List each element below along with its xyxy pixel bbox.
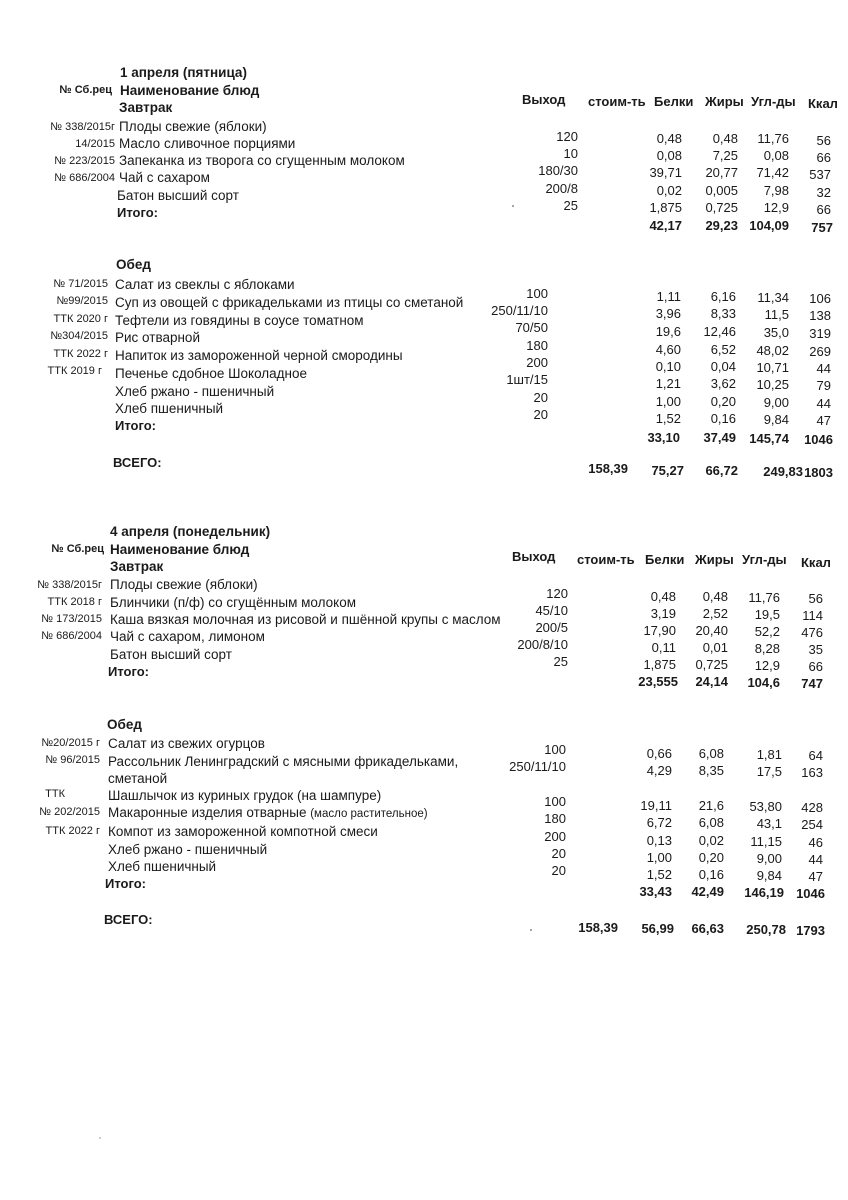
recipe-code: № 223/2015 xyxy=(54,155,115,167)
kcal-total: 757 xyxy=(811,220,833,235)
output-value: 250/11/10 xyxy=(491,303,548,318)
protein-value: 0,11 xyxy=(651,640,676,655)
protein-value: 19,11 xyxy=(640,798,672,813)
dish-name: Компот из замороженной компотной смеси xyxy=(108,824,378,839)
dish-name: Каша вязкая молочная из рисовой и пшённой крупы с маслом xyxy=(110,612,501,627)
output-value: 25 xyxy=(563,198,578,213)
output-value: 10 xyxy=(563,146,578,161)
cost-total: 158,39 xyxy=(578,920,618,935)
dish-name: Хлеб пшеничный xyxy=(115,401,224,416)
fat-value: 20,77 xyxy=(705,165,738,180)
dish-name-continued: сметаной xyxy=(108,771,168,786)
carbs-value: 8,28 xyxy=(754,641,780,656)
protein-value: 0,66 xyxy=(646,746,672,761)
protein-value: 1,21 xyxy=(655,376,681,391)
protein-value: 0,48 xyxy=(650,589,676,604)
carbs-total: 145,74 xyxy=(749,431,789,446)
kcal-total: 1046 xyxy=(804,432,833,447)
dish-name: Хлеб ржано - пшеничный xyxy=(115,384,275,399)
recipe-code: № 96/2015 xyxy=(45,754,100,766)
fat-value: 0,01 xyxy=(702,640,728,655)
protein-value: 1,00 xyxy=(655,394,681,409)
protein-value: 6,72 xyxy=(646,815,672,830)
fat-value: 0,005 xyxy=(705,183,738,198)
protein-value: 17,90 xyxy=(643,623,676,638)
recipe-code: № 686/2004 xyxy=(41,630,102,642)
output-value: 200 xyxy=(526,355,548,370)
col-carbs-header: Угл-ды xyxy=(751,94,796,109)
recipe-code: №99/2015 xyxy=(56,295,108,307)
kcal-value: 64 xyxy=(808,748,823,763)
carbs-value: 19,5 xyxy=(754,607,780,622)
kcal-value: 537 xyxy=(809,167,831,182)
day-date: 4 апреля (понедельник) xyxy=(110,524,271,539)
kcal-value: 56 xyxy=(816,133,831,148)
protein-value: 0,02 xyxy=(656,183,682,198)
fat-total: 29,23 xyxy=(705,218,738,233)
kcal-value: 47 xyxy=(808,869,823,884)
fat-value: 6,52 xyxy=(710,342,736,357)
fat-value: 0,02 xyxy=(698,833,724,848)
carbs-value: 11,76 xyxy=(748,590,780,605)
fat-value: 0,725 xyxy=(705,200,738,215)
output-value: 200/8 xyxy=(545,181,578,196)
kcal-value: 35 xyxy=(808,642,823,657)
output-value: 70/50 xyxy=(515,320,548,335)
recipe-code: № 686/2004 xyxy=(54,172,115,184)
dish-name-note: (масло растительное) xyxy=(310,808,428,820)
recipe-code: ТТК 2020 г xyxy=(53,313,108,325)
fat-value: 21,6 xyxy=(698,798,724,813)
col-code-header: № Сб.рец xyxy=(51,543,104,555)
kcal-value: 47 xyxy=(816,413,831,428)
meal-title-lunch: Обед xyxy=(116,257,151,272)
fat-value: 7,25 xyxy=(712,148,738,163)
output-value: 25 xyxy=(553,654,568,669)
protein-value: 19,6 xyxy=(655,324,681,339)
carbs-grand-total: 249,83 xyxy=(763,464,803,479)
dish-name: Батон высший сорт xyxy=(117,188,239,203)
dish-name: Салат из свежих огурцов xyxy=(108,736,265,751)
carbs-value: 0,08 xyxy=(763,148,789,163)
carbs-value: 48,02 xyxy=(756,343,789,358)
subtotal-label: Итого: xyxy=(105,876,146,891)
fat-value: 0,04 xyxy=(710,359,736,374)
fat-grand-total: 66,63 xyxy=(691,921,724,936)
col-carbs-header: Угл-ды xyxy=(742,552,787,567)
dish-name: Суп из овощей с фрикадельками из птицы со сметаной xyxy=(115,295,464,310)
output-value: 100 xyxy=(544,794,566,809)
protein-value: 1,875 xyxy=(649,200,682,215)
carbs-value: 9,84 xyxy=(756,868,782,883)
carbs-value: 11,34 xyxy=(757,290,789,305)
carbs-total: 104,09 xyxy=(749,218,789,233)
kcal-value: 319 xyxy=(809,326,831,341)
output-value: 200/8/10 xyxy=(517,637,568,652)
carbs-value: 9,84 xyxy=(763,412,789,427)
scan-speck xyxy=(512,205,514,207)
carbs-value: 12,9 xyxy=(763,200,789,215)
kcal-value: 46 xyxy=(808,835,823,850)
fat-value: 6,08 xyxy=(698,746,724,761)
day-date: 1 апреля (пятница) xyxy=(120,65,247,80)
output-value: 100 xyxy=(526,286,548,301)
protein-total: 23,555 xyxy=(638,674,678,689)
output-value: 250/11/10 xyxy=(509,759,566,774)
fat-value: 0,20 xyxy=(710,394,736,409)
dish-name: Салат из свеклы с яблоками xyxy=(115,277,295,292)
recipe-code: № 71/2015 xyxy=(53,278,108,290)
subtotal-label: Итого: xyxy=(115,418,156,433)
carbs-value: 9,00 xyxy=(763,395,789,410)
meal-title-breakfast: Завтрак xyxy=(110,559,164,574)
output-value: 120 xyxy=(556,129,578,144)
fat-value: 20,40 xyxy=(695,623,728,638)
kcal-value: 163 xyxy=(801,765,823,780)
dish-name: Шашлычок из куриных грудок (на шампуре) xyxy=(108,788,382,803)
protein-value: 1,52 xyxy=(655,411,681,426)
protein-value: 0,48 xyxy=(656,131,682,146)
kcal-grand-total: 1803 xyxy=(804,465,833,480)
kcal-value: 44 xyxy=(808,852,823,867)
carbs-value: 35,0 xyxy=(763,325,789,340)
protein-total: 42,17 xyxy=(649,218,682,233)
protein-total: 33,10 xyxy=(647,430,680,445)
protein-value: 1,11 xyxy=(656,289,681,304)
dish-name: Тефтели из говядины в соусе томатном xyxy=(115,313,364,328)
fat-grand-total: 66,72 xyxy=(705,463,738,478)
output-value: 45/10 xyxy=(535,603,568,618)
fat-value: 0,48 xyxy=(702,589,728,604)
protein-grand-total: 75,27 xyxy=(651,463,684,478)
dish-name: Масло сливочное порциями xyxy=(119,136,296,151)
protein-total: 33,43 xyxy=(639,884,672,899)
subtotal-label: Итого: xyxy=(117,205,158,220)
fat-value: 0,20 xyxy=(698,850,724,865)
output-value: 180 xyxy=(544,811,566,826)
protein-value: 4,60 xyxy=(655,342,681,357)
kcal-value: 138 xyxy=(809,308,831,323)
dish-name: Плоды свежие (яблоки) xyxy=(110,577,258,592)
kcal-value: 66 xyxy=(816,150,831,165)
recipe-code: №304/2015 xyxy=(50,330,108,342)
carbs-value: 17,5 xyxy=(756,764,782,779)
recipe-code: ТТК 2022 г xyxy=(45,825,100,837)
fat-value: 0,16 xyxy=(710,411,736,426)
carbs-value: 52,2 xyxy=(754,624,780,639)
recipe-code: ТТК 2019 г xyxy=(47,365,102,377)
fat-value: 12,46 xyxy=(703,324,736,339)
kcal-value: 428 xyxy=(801,800,823,815)
kcal-total: 1046 xyxy=(796,886,825,901)
recipe-code: № 338/2015г xyxy=(50,121,115,133)
carbs-value: 11,15 xyxy=(750,834,782,849)
fat-value: 6,08 xyxy=(698,815,724,830)
carbs-value: 1,81 xyxy=(756,747,782,762)
dish-name xyxy=(108,806,428,821)
protein-value: 4,29 xyxy=(646,763,672,778)
carbs-value: 12,9 xyxy=(754,658,780,673)
carbs-total: 104,6 xyxy=(747,675,780,690)
output-value: 120 xyxy=(546,586,568,601)
dish-name: Напиток из замороженной черной смородины xyxy=(115,348,403,363)
dish-name: Запеканка из творога со сгущенным молоком xyxy=(119,153,405,168)
recipe-code: № 202/2015 xyxy=(39,806,100,818)
col-fat-header: Жиры xyxy=(705,94,744,109)
carbs-value: 11,5 xyxy=(764,307,789,322)
recipe-code: 14/2015 xyxy=(75,138,115,150)
carbs-value: 53,80 xyxy=(749,799,782,814)
protein-value: 3,96 xyxy=(655,306,681,321)
output-value: 100 xyxy=(544,742,566,757)
fat-value: 8,35 xyxy=(698,763,724,778)
kcal-value: 32 xyxy=(816,185,831,200)
fat-total: 37,49 xyxy=(703,430,736,445)
recipe-code: № 173/2015 xyxy=(41,613,102,625)
grand-total-label: ВСЕГО: xyxy=(113,455,162,470)
grand-total-label: ВСЕГО: xyxy=(104,912,153,927)
dish-name: Чай с сахаром, лимоном xyxy=(110,629,265,644)
kcal-value: 66 xyxy=(808,659,823,674)
kcal-value: 106 xyxy=(809,291,831,306)
carbs-value: 43,1 xyxy=(756,816,782,831)
col-protein-header: Белки xyxy=(654,94,694,109)
kcal-value: 44 xyxy=(816,361,831,376)
output-value: 1шт/15 xyxy=(506,372,548,387)
meal-title-breakfast: Завтрак xyxy=(119,100,173,115)
dish-name: Батон высший сорт xyxy=(110,647,232,662)
carbs-value: 7,98 xyxy=(763,183,789,198)
output-value: 20 xyxy=(551,846,566,861)
scan-speck xyxy=(99,1137,101,1139)
fat-value: 0,725 xyxy=(695,657,728,672)
protein-value: 3,19 xyxy=(650,606,676,621)
kcal-grand-total: 1793 xyxy=(796,923,825,938)
protein-value: 1,52 xyxy=(646,867,672,882)
kcal-value: 254 xyxy=(801,817,823,832)
dish-name: Чай с сахаром xyxy=(119,170,210,185)
output-value: 200 xyxy=(544,829,566,844)
carbs-value: 11,76 xyxy=(757,131,789,146)
dish-name: Рис отварной xyxy=(115,330,200,345)
dish-name: Хлеб ржано - пшеничный xyxy=(108,842,268,857)
protein-value: 0,10 xyxy=(655,359,681,374)
col-cost-header: стоим-ть xyxy=(588,94,646,109)
output-value: 20 xyxy=(533,390,548,405)
col-kcal-header: Ккал xyxy=(808,96,838,111)
dish-name: Рассольник Ленинградский с мясными фрикадельками, xyxy=(108,754,459,769)
kcal-value: 114 xyxy=(802,608,823,623)
fat-total: 42,49 xyxy=(691,884,724,899)
protein-value: 0,08 xyxy=(656,148,682,163)
kcal-value: 56 xyxy=(808,591,823,606)
fat-value: 0,16 xyxy=(698,867,724,882)
output-value: 20 xyxy=(533,407,548,422)
fat-value: 8,33 xyxy=(710,306,736,321)
kcal-value: 79 xyxy=(816,378,831,393)
meal-title-lunch: Обед xyxy=(107,717,142,732)
recipe-code: №20/2015 г xyxy=(41,737,100,749)
carbs-grand-total: 250,78 xyxy=(746,922,786,937)
col-cost-header: стоим-ть xyxy=(577,552,635,567)
col-name-header: Наименование блюд xyxy=(120,83,260,98)
kcal-total: 747 xyxy=(801,676,823,691)
recipe-code: ТТК 2018 г xyxy=(47,596,102,608)
col-fat-header: Жиры xyxy=(695,552,734,567)
kcal-value: 476 xyxy=(801,625,823,640)
kcal-value: 269 xyxy=(809,344,831,359)
dish-name: Печенье сдобное Шоколадное xyxy=(115,366,308,381)
recipe-code: ТТК 2022 г xyxy=(53,348,108,360)
protein-value: 1,00 xyxy=(646,850,672,865)
col-protein-header: Белки xyxy=(645,552,685,567)
fat-value: 6,16 xyxy=(710,289,736,304)
col-output-header: Выход xyxy=(512,549,556,564)
output-value: 180 xyxy=(526,338,548,353)
protein-grand-total: 56,99 xyxy=(641,921,674,936)
recipe-code: № 338/2015г xyxy=(37,579,102,591)
output-value: 180/30 xyxy=(538,163,578,178)
carbs-value: 10,71 xyxy=(756,360,789,375)
cost-total: 158,39 xyxy=(588,461,628,476)
carbs-value: 9,00 xyxy=(756,851,782,866)
output-value: 200/5 xyxy=(535,620,568,635)
dish-name: Плоды свежие (яблоки) xyxy=(119,119,267,134)
fat-value: 2,52 xyxy=(702,606,728,621)
protein-value: 0,13 xyxy=(646,833,672,848)
subtotal-label: Итого: xyxy=(108,664,149,679)
fat-total: 24,14 xyxy=(695,674,728,689)
col-code-header: № Сб.рец xyxy=(59,84,112,96)
scan-speck xyxy=(530,929,532,931)
fat-value: 3,62 xyxy=(710,376,736,391)
col-name-header: Наименование блюд xyxy=(110,542,250,557)
dish-name-main: Макаронные изделия отварные xyxy=(108,805,307,820)
recipe-code: ТТК xyxy=(45,788,65,800)
protein-value: 1,875 xyxy=(643,657,676,672)
output-value: 20 xyxy=(551,863,566,878)
dish-name: Блинчики (п/ф) со сгущённым молоком xyxy=(110,595,356,610)
fat-value: 0,48 xyxy=(712,131,738,146)
kcal-value: 44 xyxy=(816,396,831,411)
kcal-value: 66 xyxy=(816,202,831,217)
col-kcal-header: Ккал xyxy=(801,555,831,570)
carbs-value: 71,42 xyxy=(756,165,789,180)
dish-name: Хлеб пшеничный xyxy=(108,859,217,874)
carbs-value: 10,25 xyxy=(756,377,789,392)
carbs-total: 146,19 xyxy=(744,885,784,900)
col-output-header: Выход xyxy=(522,92,566,107)
protein-value: 39,71 xyxy=(649,165,682,180)
